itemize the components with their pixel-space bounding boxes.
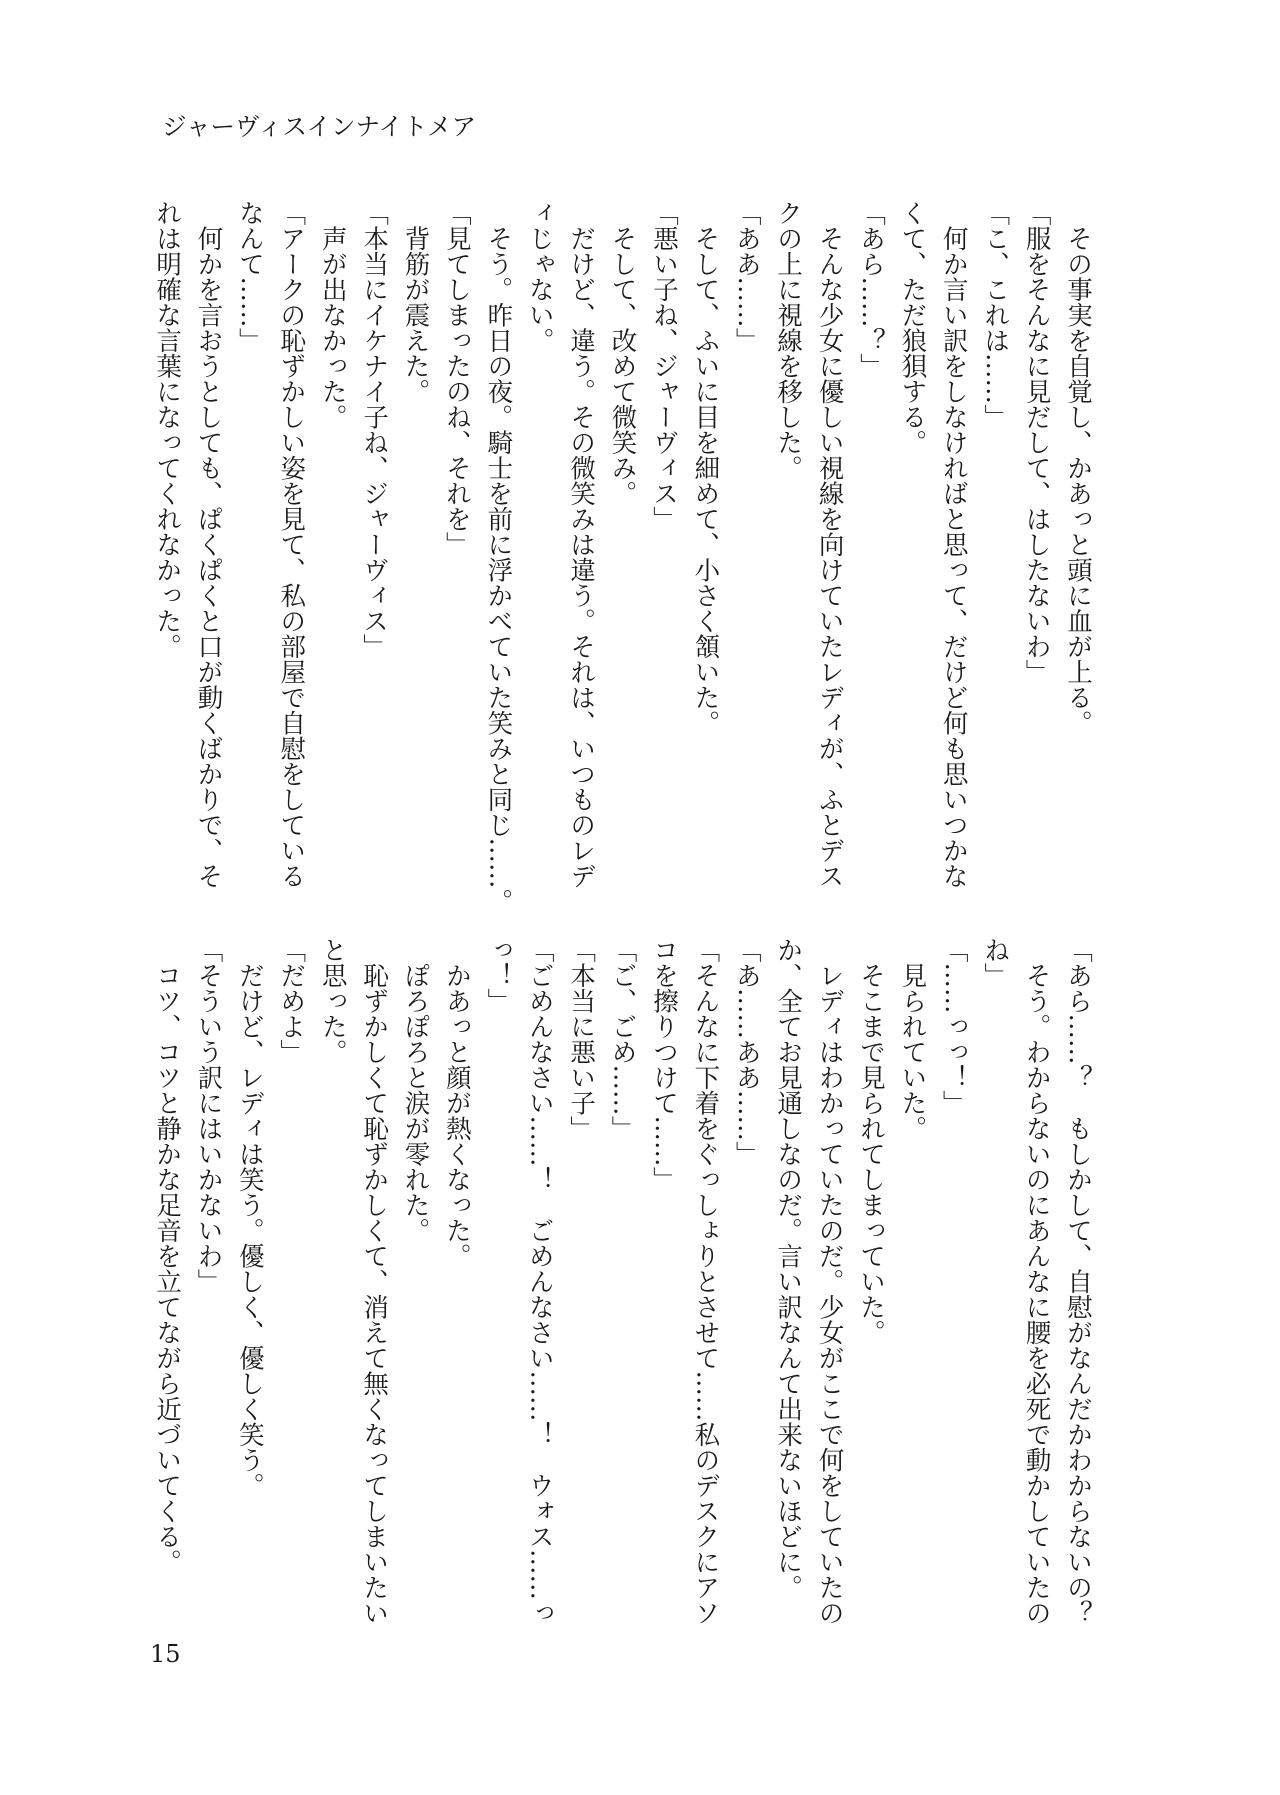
text-column: っ！」 bbox=[483, 937, 514, 1014]
text-block-top bbox=[146, 200, 1098, 914]
text-column: だけど、レディは笑う。優しく、優しく笑う。 bbox=[234, 937, 265, 1498]
text-column: 何かを言おうとしても、ぱくぱくと口が動くばかりで、そ bbox=[193, 200, 224, 889]
text-column: くて、ただ狼狽する。 bbox=[897, 200, 928, 455]
text-column: 「そんなに下着をぐっしょりとさせて……私のデスクにアソ bbox=[690, 937, 721, 1626]
text-column: 「こ、これは……」 bbox=[980, 200, 1011, 430]
text-column: 「あら……？ もしかして、自慰がなんだかわからないの？ bbox=[1063, 937, 1093, 1626]
text-column: 「だめよ」 bbox=[276, 937, 307, 1065]
text-column: 恥ずかしくて恥ずかしくて、消えて無くなってしまいたい bbox=[359, 937, 390, 1626]
text-column: ね」 bbox=[980, 937, 1011, 988]
text-column: その事実を自覚し、かあっと頭に血が上る。 bbox=[1063, 200, 1093, 736]
text-column: かあっと顔が熱くなった。 bbox=[441, 937, 472, 1269]
text-column: そう。わからないのにあんなに腰を必死で動かしていたの bbox=[1021, 937, 1052, 1626]
text-column: 「そういう訳にはいかないわ」 bbox=[193, 937, 224, 1294]
text-column: れは明確な言葉になってくれなかった。 bbox=[152, 200, 183, 659]
text-column: そして、改めて微笑み。 bbox=[607, 200, 638, 506]
text-column: と思った。 bbox=[317, 937, 348, 1065]
text-column: そう。昨日の夜。騎士を前に浮かべていた笑みと同じ……。 bbox=[483, 200, 514, 914]
text-column: ぽろぽろと涙が零れた。 bbox=[400, 937, 431, 1243]
text-column: だけど、違う。その微笑みは違う。それは、いつものレデ bbox=[566, 200, 597, 889]
text-column: か、全てお見通しなのだ。言い訳なんて出来ないほどに。 bbox=[773, 937, 804, 1600]
text-column: 声が出なかった。 bbox=[317, 200, 348, 430]
text-column: 背筋が震えた。 bbox=[400, 200, 431, 404]
text-column: 「あ……ああ……」 bbox=[731, 937, 762, 1167]
page-number: 15 bbox=[150, 1640, 181, 1668]
text-column: そんな少女に優しい視線を向けていたレディが、ふとデス bbox=[814, 200, 845, 889]
text-column: そして、ふいに目を細めて、小さく頷いた。 bbox=[690, 200, 721, 736]
text-column: 「ごめんなさい……！ ごめんなさい……！ ウォス……っ bbox=[524, 937, 555, 1626]
text-column: コを擦りつけて……」 bbox=[648, 937, 679, 1192]
text-column: 「ご、ごめ……」 bbox=[607, 937, 638, 1141]
text-column: そこまで見られてしまっていた。 bbox=[855, 937, 886, 1345]
text-column: レディはわかっていたのだ。少女がここで何をしていたの bbox=[814, 937, 845, 1626]
text-column: 「アークの恥ずかしい姿を見て、私の部屋で自慰をしている bbox=[276, 200, 307, 889]
text-column: 「ああ……」 bbox=[731, 200, 762, 353]
text-column: 「悪い子ね、ジャーヴィス」 bbox=[648, 200, 679, 532]
text-column: 「……っっ！」 bbox=[938, 937, 969, 1116]
text-column: 何か言い訳をしなければと思って、だけど何も思いつかな bbox=[938, 200, 969, 889]
text-column: 見られていた。 bbox=[897, 937, 928, 1141]
text-block-bottom bbox=[146, 937, 1098, 1626]
text-column: 「本当にイケナイ子ね、ジャーヴィス」 bbox=[359, 200, 390, 659]
text-column: 「あら……？」 bbox=[855, 200, 886, 379]
text-column: クの上に視線を移した。 bbox=[773, 200, 804, 481]
text-column: なんて……」 bbox=[234, 200, 265, 353]
running-header-title: ジャーヴィスインナイトメア bbox=[162, 112, 477, 141]
text-column: 「服をそんなに見だして、はしたないわ」 bbox=[1021, 200, 1052, 685]
text-column: 「見てしまったのね、それを」 bbox=[441, 200, 472, 557]
text-column: コツ、コツと静かな足音を立てながら近づいてくる。 bbox=[152, 937, 183, 1575]
text-column: 「本当に悪い子」 bbox=[566, 937, 597, 1141]
text-column: ィじゃない。 bbox=[524, 200, 555, 353]
